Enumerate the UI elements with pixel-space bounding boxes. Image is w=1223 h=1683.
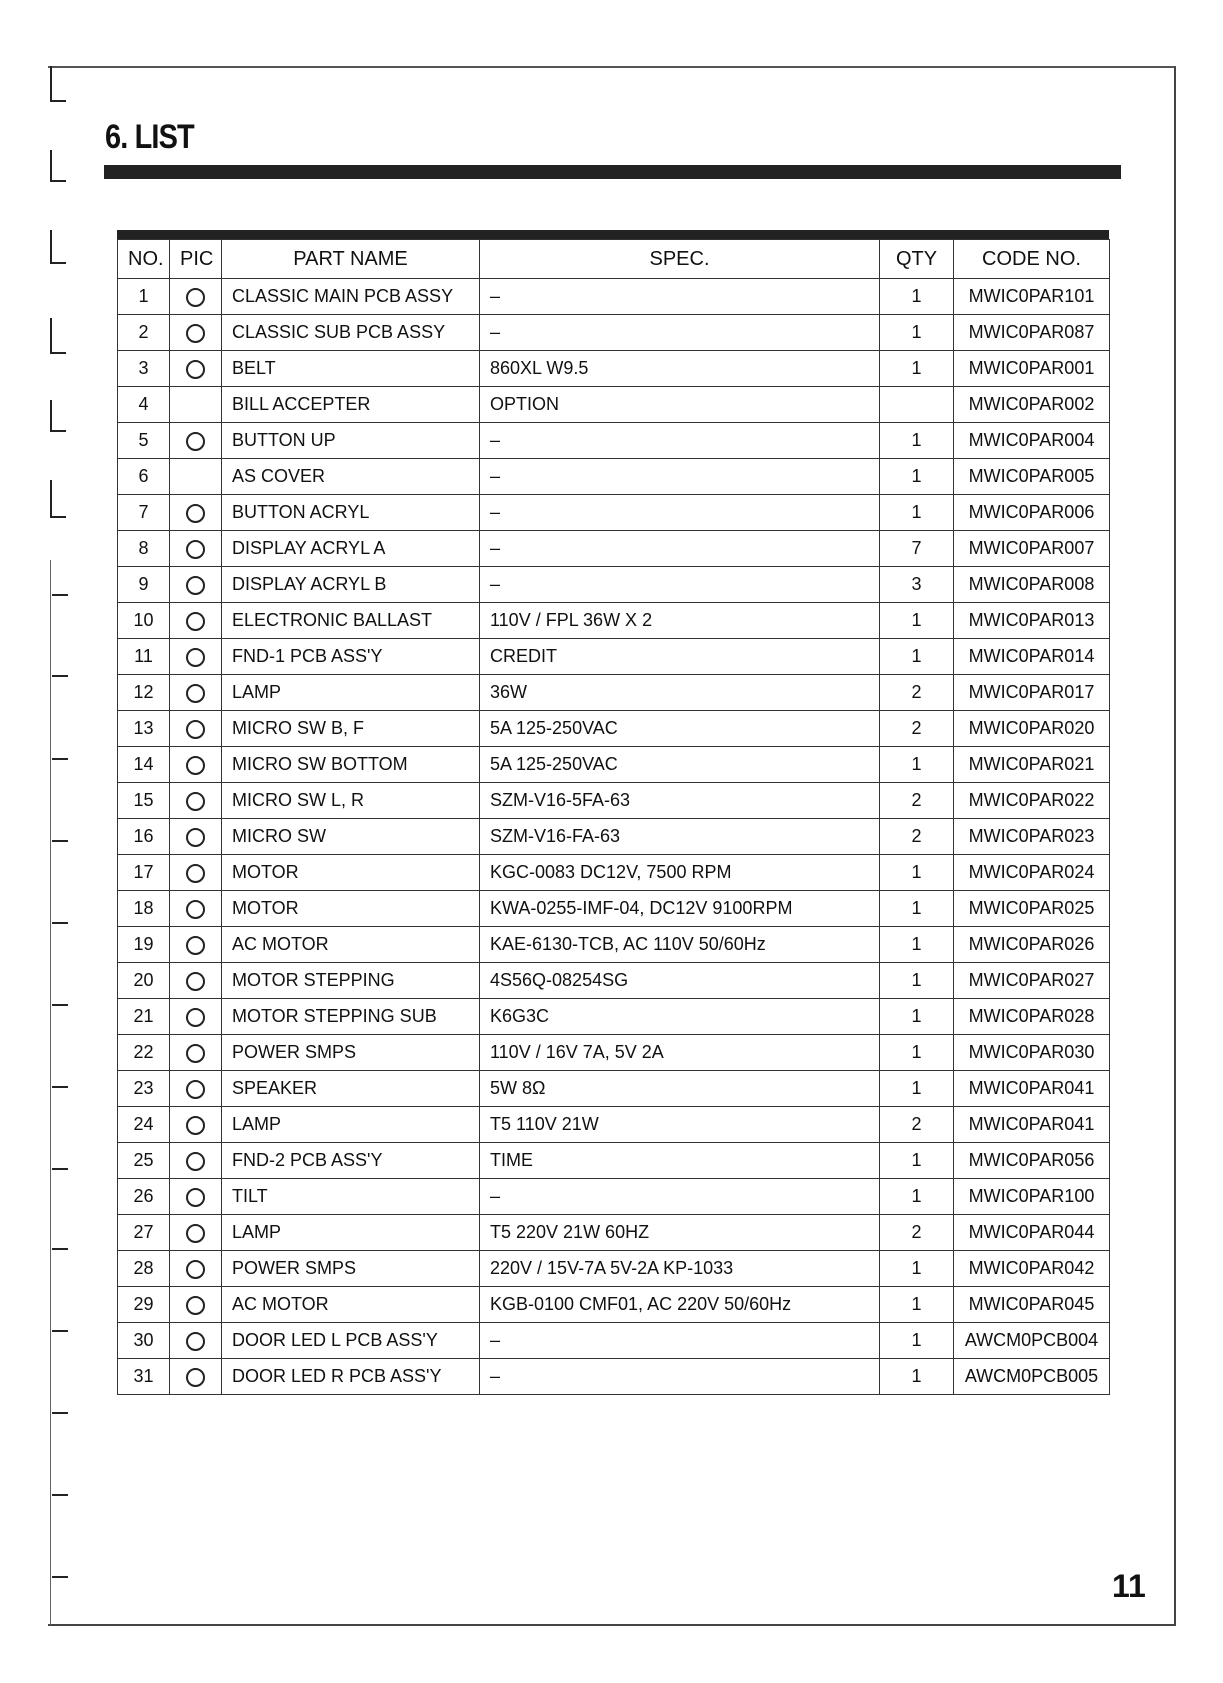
picture-available-icon: [186, 540, 205, 559]
cell-no: 2: [118, 315, 170, 351]
cell-spec: TIME: [480, 1143, 880, 1179]
picture-available-icon: [186, 792, 205, 811]
cell-part-name: ELECTRONIC BALLAST: [222, 603, 480, 639]
table-row: [118, 1251, 1110, 1287]
cell-part-name: LAMP: [222, 1107, 480, 1143]
cell-pic: [170, 1215, 222, 1251]
cell-code-no: MWIC0PAR002: [954, 387, 1110, 423]
cell-no: 12: [118, 675, 170, 711]
cell-code-no: MWIC0PAR042: [954, 1251, 1110, 1287]
picture-available-icon: [186, 612, 205, 631]
cell-part-name: LAMP: [222, 1215, 480, 1251]
cell-no: 4: [118, 387, 170, 423]
cell-qty: 1: [880, 603, 954, 639]
cell-part-name: MICRO SW: [222, 819, 480, 855]
table-row: [118, 1071, 1110, 1107]
cell-no: 20: [118, 963, 170, 999]
cell-code-no: MWIC0PAR022: [954, 783, 1110, 819]
cell-part-name: MICRO SW BOTTOM: [222, 747, 480, 783]
cell-code-no: MWIC0PAR056: [954, 1143, 1110, 1179]
table-row: [118, 1035, 1110, 1071]
cell-pic: [170, 351, 222, 387]
cell-no: 22: [118, 1035, 170, 1071]
table-row: [118, 1215, 1110, 1251]
cell-part-name: AC MOTOR: [222, 927, 480, 963]
cell-part-name: DOOR LED L PCB ASS'Y: [222, 1323, 480, 1359]
cell-code-no: MWIC0PAR006: [954, 495, 1110, 531]
table-row: [118, 999, 1110, 1035]
section-heading: 6. LIST: [105, 118, 194, 156]
cell-part-name: SPEAKER: [222, 1071, 480, 1107]
cell-code-no: MWIC0PAR020: [954, 711, 1110, 747]
cell-qty: 2: [880, 675, 954, 711]
picture-available-icon: [186, 1152, 205, 1171]
cell-pic: [170, 1071, 222, 1107]
cell-code-no: MWIC0PAR026: [954, 927, 1110, 963]
cell-part-name: BELT: [222, 351, 480, 387]
cell-spec: –: [480, 423, 880, 459]
cell-part-name: POWER SMPS: [222, 1251, 480, 1287]
cell-spec: –: [480, 567, 880, 603]
cell-no: 17: [118, 855, 170, 891]
picture-available-icon: [186, 1296, 205, 1315]
picture-available-icon: [186, 1332, 205, 1351]
cell-part-name: TILT: [222, 1179, 480, 1215]
cell-part-name: MOTOR: [222, 855, 480, 891]
cell-pic: [170, 459, 222, 495]
cell-part-name: FND-2 PCB ASS'Y: [222, 1143, 480, 1179]
cell-code-no: MWIC0PAR023: [954, 819, 1110, 855]
cell-part-name: MICRO SW B, F: [222, 711, 480, 747]
table-row: [118, 603, 1110, 639]
parts-list-table: [117, 230, 1109, 1395]
cell-no: 21: [118, 999, 170, 1035]
table-row: [118, 1179, 1110, 1215]
cell-qty: [880, 387, 954, 423]
cell-qty: 2: [880, 1215, 954, 1251]
cell-code-no: MWIC0PAR101: [954, 279, 1110, 315]
cell-qty: 1: [880, 747, 954, 783]
cell-spec: SZM-V16-5FA-63: [480, 783, 880, 819]
cell-no: 5: [118, 423, 170, 459]
cell-code-no: AWCM0PCB005: [954, 1359, 1110, 1395]
cell-no: 27: [118, 1215, 170, 1251]
cell-spec: 36W: [480, 675, 880, 711]
cell-spec: K6G3C: [480, 999, 880, 1035]
cell-pic: [170, 279, 222, 315]
cell-part-name: POWER SMPS: [222, 1035, 480, 1071]
cell-no: 14: [118, 747, 170, 783]
cell-part-name: MOTOR STEPPING: [222, 963, 480, 999]
cell-no: 28: [118, 1251, 170, 1287]
cell-no: 7: [118, 495, 170, 531]
cell-code-no: AWCM0PCB004: [954, 1323, 1110, 1359]
picture-available-icon: [186, 828, 205, 847]
cell-qty: 1: [880, 999, 954, 1035]
cell-code-no: MWIC0PAR045: [954, 1287, 1110, 1323]
picture-available-icon: [186, 936, 205, 955]
cell-pic: [170, 639, 222, 675]
cell-part-name: DISPLAY ACRYL B: [222, 567, 480, 603]
cell-pic: [170, 1287, 222, 1323]
cell-spec: –: [480, 531, 880, 567]
cell-part-name: AS COVER: [222, 459, 480, 495]
cell-code-no: MWIC0PAR004: [954, 423, 1110, 459]
cell-no: 11: [118, 639, 170, 675]
cell-pic: [170, 1359, 222, 1395]
table-header-row: [118, 240, 1110, 279]
cell-qty: 1: [880, 1143, 954, 1179]
cell-part-name: MICRO SW L, R: [222, 783, 480, 819]
cell-part-name: MOTOR STEPPING SUB: [222, 999, 480, 1035]
cell-part-name: AC MOTOR: [222, 1287, 480, 1323]
cell-no: 18: [118, 891, 170, 927]
cell-pic: [170, 315, 222, 351]
cell-code-no: MWIC0PAR028: [954, 999, 1110, 1035]
cell-qty: 1: [880, 1071, 954, 1107]
cell-spec: 110V / FPL 36W X 2: [480, 603, 880, 639]
picture-available-icon: [186, 1188, 205, 1207]
cell-code-no: MWIC0PAR005: [954, 459, 1110, 495]
cell-qty: 2: [880, 783, 954, 819]
table-row: [118, 315, 1110, 351]
picture-available-icon: [186, 324, 205, 343]
cell-code-no: MWIC0PAR007: [954, 531, 1110, 567]
cell-qty: 2: [880, 711, 954, 747]
cell-pic: [170, 891, 222, 927]
cell-qty: 7: [880, 531, 954, 567]
cell-no: 25: [118, 1143, 170, 1179]
cell-pic: [170, 999, 222, 1035]
cell-pic: [170, 855, 222, 891]
cell-no: 19: [118, 927, 170, 963]
cell-no: 3: [118, 351, 170, 387]
picture-available-icon: [186, 360, 205, 379]
picture-available-icon: [186, 432, 205, 451]
table-row: [118, 675, 1110, 711]
cell-spec: –: [480, 315, 880, 351]
header-part-name: PART NAME: [222, 240, 480, 279]
cell-no: 30: [118, 1323, 170, 1359]
cell-no: 31: [118, 1359, 170, 1395]
cell-pic: [170, 387, 222, 423]
cell-part-name: MOTOR: [222, 891, 480, 927]
picture-available-icon: [186, 972, 205, 991]
cell-qty: 1: [880, 1035, 954, 1071]
header-code-no: CODE NO.: [954, 240, 1110, 279]
picture-available-icon: [186, 756, 205, 775]
cell-code-no: MWIC0PAR027: [954, 963, 1110, 999]
picture-available-icon: [186, 1080, 205, 1099]
cell-pic: [170, 747, 222, 783]
table-row: [118, 351, 1110, 387]
picture-available-icon: [186, 1044, 205, 1063]
cell-pic: [170, 1251, 222, 1287]
table-row: [118, 279, 1110, 315]
cell-code-no: MWIC0PAR001: [954, 351, 1110, 387]
cell-pic: [170, 567, 222, 603]
cell-pic: [170, 495, 222, 531]
cell-spec: –: [480, 495, 880, 531]
cell-no: 23: [118, 1071, 170, 1107]
header-qty: QTY: [880, 240, 954, 279]
cell-pic: [170, 963, 222, 999]
table-row: [118, 531, 1110, 567]
cell-spec: –: [480, 279, 880, 315]
table-top-rule: [117, 230, 1109, 239]
cell-part-name: FND-1 PCB ASS'Y: [222, 639, 480, 675]
header-pic: PIC: [170, 240, 222, 279]
picture-available-icon: [186, 648, 205, 667]
cell-spec: 860XL W9.5: [480, 351, 880, 387]
cell-spec: SZM-V16-FA-63: [480, 819, 880, 855]
cell-pic: [170, 1179, 222, 1215]
cell-code-no: MWIC0PAR013: [954, 603, 1110, 639]
cell-no: 6: [118, 459, 170, 495]
cell-spec: KAE-6130-TCB, AC 110V 50/60Hz: [480, 927, 880, 963]
cell-qty: 1: [880, 1287, 954, 1323]
cell-part-name: DOOR LED R PCB ASS'Y: [222, 1359, 480, 1395]
table-row: [118, 1359, 1110, 1395]
cell-pic: [170, 531, 222, 567]
cell-code-no: MWIC0PAR030: [954, 1035, 1110, 1071]
cell-pic: [170, 423, 222, 459]
cell-spec: OPTION: [480, 387, 880, 423]
cell-spec: CREDIT: [480, 639, 880, 675]
cell-qty: 1: [880, 315, 954, 351]
picture-available-icon: [186, 684, 205, 703]
cell-code-no: MWIC0PAR041: [954, 1071, 1110, 1107]
cell-part-name: CLASSIC MAIN PCB ASSY: [222, 279, 480, 315]
table-row: [118, 711, 1110, 747]
cell-no: 29: [118, 1287, 170, 1323]
picture-available-icon: [186, 1008, 205, 1027]
cell-no: 16: [118, 819, 170, 855]
cell-qty: 1: [880, 423, 954, 459]
cell-no: 24: [118, 1107, 170, 1143]
cell-no: 8: [118, 531, 170, 567]
cell-qty: 1: [880, 891, 954, 927]
table-row: [118, 1143, 1110, 1179]
table-body: [118, 279, 1110, 1395]
cell-spec: –: [480, 1359, 880, 1395]
cell-spec: T5 110V 21W: [480, 1107, 880, 1143]
table-row: [118, 891, 1110, 927]
cell-qty: 1: [880, 927, 954, 963]
cell-qty: 2: [880, 1107, 954, 1143]
cell-spec: T5 220V 21W 60HZ: [480, 1215, 880, 1251]
picture-available-icon: [186, 1260, 205, 1279]
cell-spec: 5A 125-250VAC: [480, 711, 880, 747]
cell-qty: 2: [880, 819, 954, 855]
cell-spec: 4S56Q-08254SG: [480, 963, 880, 999]
cell-spec: –: [480, 459, 880, 495]
table-row: [118, 927, 1110, 963]
cell-no: 15: [118, 783, 170, 819]
cell-code-no: MWIC0PAR025: [954, 891, 1110, 927]
cell-qty: 1: [880, 963, 954, 999]
cell-qty: 1: [880, 1359, 954, 1395]
cell-part-name: LAMP: [222, 675, 480, 711]
header-no: NO.: [118, 240, 170, 279]
heading-rule: [104, 165, 1121, 179]
cell-spec: 5W 8Ω: [480, 1071, 880, 1107]
picture-available-icon: [186, 1368, 205, 1387]
cell-no: 13: [118, 711, 170, 747]
cell-spec: 110V / 16V 7A, 5V 2A: [480, 1035, 880, 1071]
picture-available-icon: [186, 864, 205, 883]
picture-available-icon: [186, 900, 205, 919]
cell-part-name: BILL ACCEPTER: [222, 387, 480, 423]
cell-part-name: DISPLAY ACRYL A: [222, 531, 480, 567]
picture-available-icon: [186, 288, 205, 307]
cell-code-no: MWIC0PAR044: [954, 1215, 1110, 1251]
cell-pic: [170, 603, 222, 639]
table-row: [118, 423, 1110, 459]
cell-code-no: MWIC0PAR100: [954, 1179, 1110, 1215]
cell-pic: [170, 1143, 222, 1179]
cell-qty: 1: [880, 1251, 954, 1287]
cell-code-no: MWIC0PAR024: [954, 855, 1110, 891]
cell-no: 9: [118, 567, 170, 603]
cell-qty: 1: [880, 279, 954, 315]
table-row: [118, 567, 1110, 603]
table-row: [118, 783, 1110, 819]
table-row: [118, 1107, 1110, 1143]
table-row: [118, 387, 1110, 423]
picture-available-icon: [186, 576, 205, 595]
cell-no: 10: [118, 603, 170, 639]
cell-pic: [170, 711, 222, 747]
picture-available-icon: [186, 1224, 205, 1243]
cell-spec: KGC-0083 DC12V, 7500 RPM: [480, 855, 880, 891]
cell-spec: –: [480, 1179, 880, 1215]
table-row: [118, 819, 1110, 855]
cell-part-name: BUTTON UP: [222, 423, 480, 459]
cell-qty: 1: [880, 1179, 954, 1215]
cell-pic: [170, 819, 222, 855]
cell-part-name: BUTTON ACRYL: [222, 495, 480, 531]
cell-no: 1: [118, 279, 170, 315]
picture-available-icon: [186, 504, 205, 523]
cell-pic: [170, 783, 222, 819]
cell-pic: [170, 1107, 222, 1143]
cell-spec: –: [480, 1323, 880, 1359]
page-number: 11: [1112, 1568, 1146, 1604]
cell-code-no: MWIC0PAR041: [954, 1107, 1110, 1143]
cell-pic: [170, 1035, 222, 1071]
table-row: [118, 963, 1110, 999]
cell-spec: KWA-0255-IMF-04, DC12V 9100RPM: [480, 891, 880, 927]
cell-qty: 1: [880, 1323, 954, 1359]
cell-code-no: MWIC0PAR008: [954, 567, 1110, 603]
cell-qty: 1: [880, 351, 954, 387]
table-row: [118, 1287, 1110, 1323]
cell-pic: [170, 675, 222, 711]
cell-no: 26: [118, 1179, 170, 1215]
table-row: [118, 855, 1110, 891]
cell-code-no: MWIC0PAR021: [954, 747, 1110, 783]
cell-pic: [170, 1323, 222, 1359]
cell-spec: KGB-0100 CMF01, AC 220V 50/60Hz: [480, 1287, 880, 1323]
cell-part-name: CLASSIC SUB PCB ASSY: [222, 315, 480, 351]
table-row: [118, 495, 1110, 531]
table-row: [118, 459, 1110, 495]
cell-pic: [170, 927, 222, 963]
picture-available-icon: [186, 720, 205, 739]
cell-qty: 1: [880, 855, 954, 891]
table-row: [118, 639, 1110, 675]
table-row: [118, 747, 1110, 783]
cell-code-no: MWIC0PAR087: [954, 315, 1110, 351]
cell-qty: 1: [880, 495, 954, 531]
cell-qty: 3: [880, 567, 954, 603]
cell-qty: 1: [880, 459, 954, 495]
cell-code-no: MWIC0PAR017: [954, 675, 1110, 711]
header-spec: SPEC.: [480, 240, 880, 279]
table-row: [118, 1323, 1110, 1359]
picture-available-icon: [186, 1116, 205, 1135]
cell-code-no: MWIC0PAR014: [954, 639, 1110, 675]
cell-qty: 1: [880, 639, 954, 675]
cell-spec: 5A 125-250VAC: [480, 747, 880, 783]
cell-spec: 220V / 15V-7A 5V-2A KP-1033: [480, 1251, 880, 1287]
